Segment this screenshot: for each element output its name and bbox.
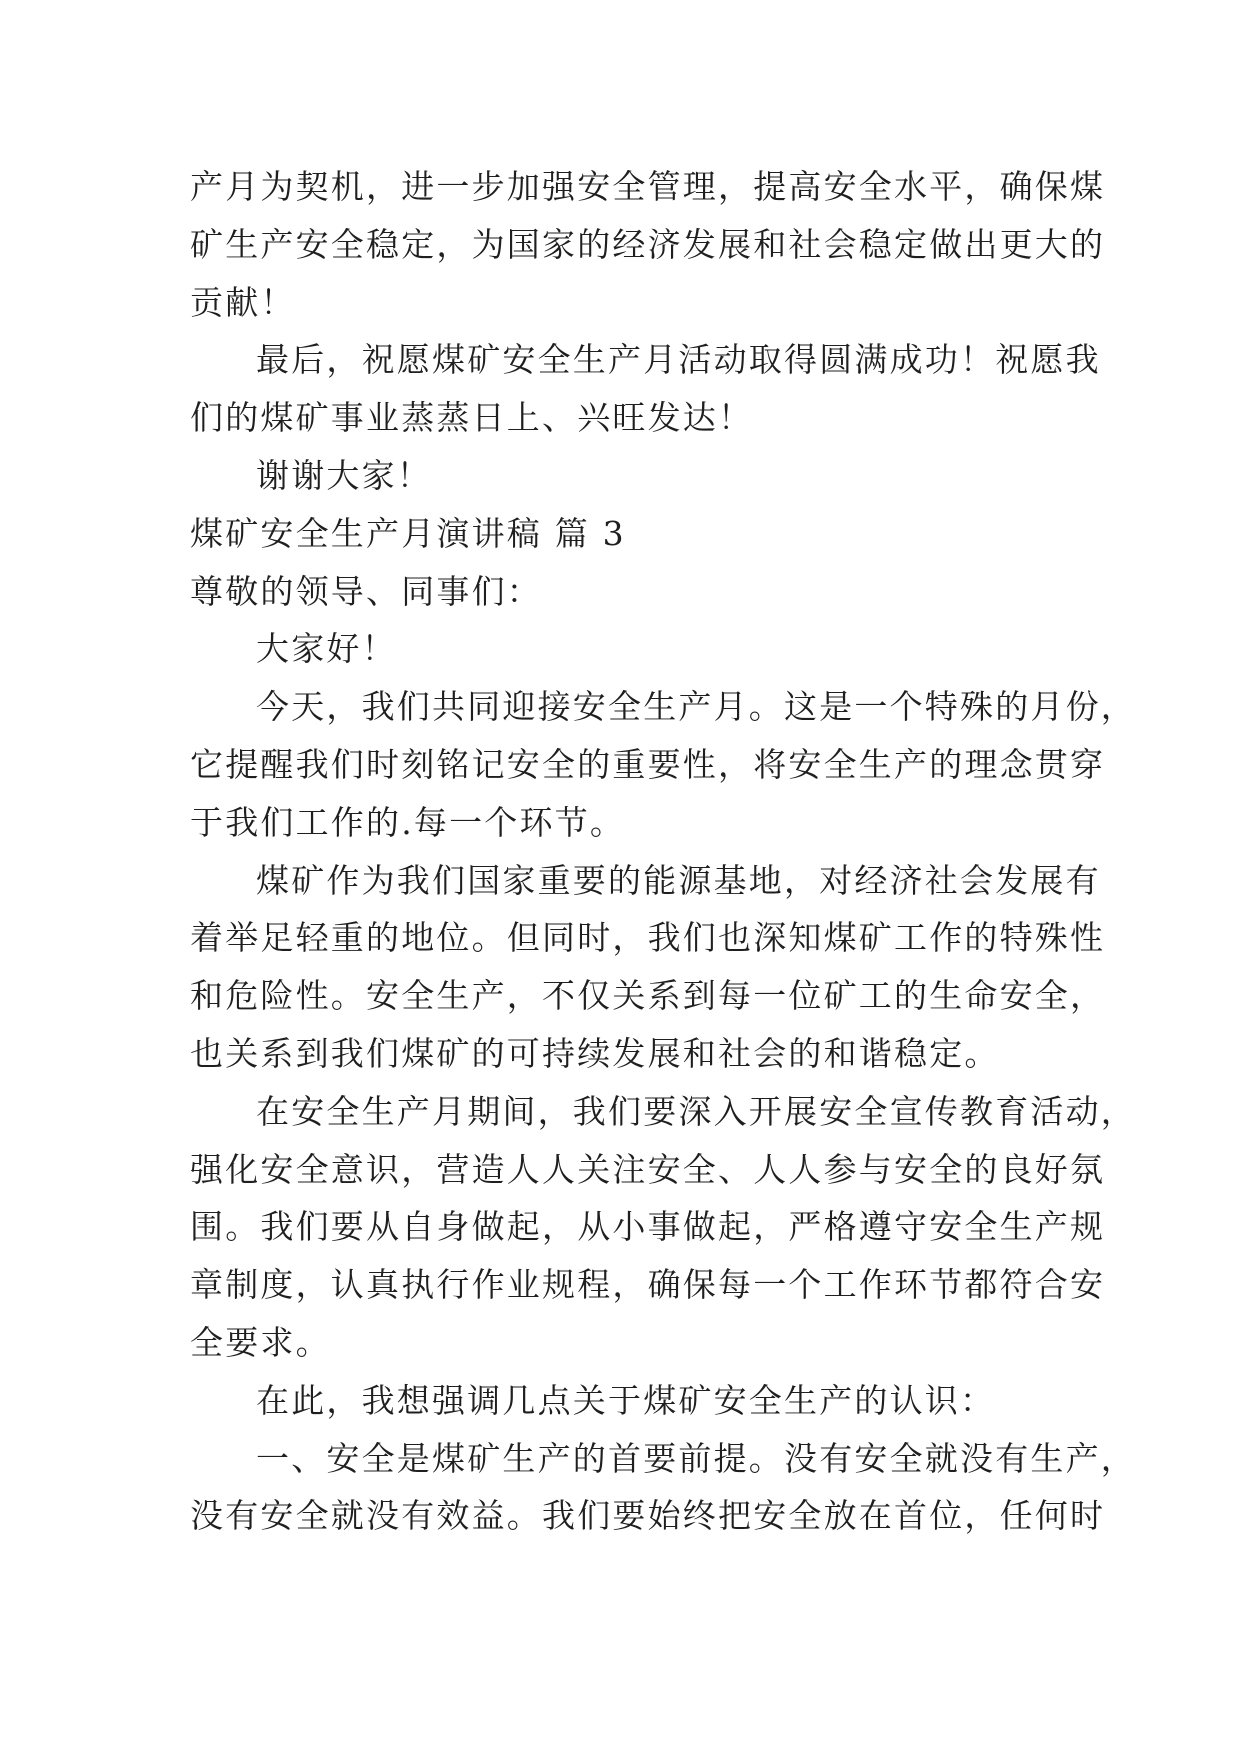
text-line: 强化安全意识，营造人人关注安全、人人参与安全的良好氛 [190,1149,1106,1189]
text-line: 和危险性。安全生产，不仅关系到每一位矿工的生命安全， [190,976,1106,1016]
text-line: 今天，我们共同迎接安全生产月。这是一个特殊的月份， [256,687,1136,727]
text-line: 一、安全是煤矿生产的首要前提。没有安全就没有生产， [256,1438,1136,1478]
text-line: 产月为契机，进一步加强安全管理，提高安全水平，确保煤 [190,167,1106,206]
text-line: 矿生产安全稳定，为国家的经济发展和社会稳定做出更大的 [190,224,1106,264]
text-line: 贡献！ [190,282,296,322]
text-line: 章制度，认真执行作业规程，确保每一个工作环节都符合安 [190,1265,1106,1305]
text-line: 在安全生产月期间，我们要深入开展安全宣传教育活动， [256,1091,1136,1131]
text-line: 谢谢大家！ [256,455,432,495]
text-line: 也关系到我们煤矿的可持续发展和社会的和谐稳定。 [190,1033,1000,1073]
text-line: 全要求。 [190,1322,331,1362]
salutation: 尊敬的领导、同事们： [190,571,542,611]
text-line: 着举足轻重的地位。但同时，我们也深知煤矿工作的特殊性 [190,918,1106,958]
text-line: 于我们工作的.每一个环节。 [190,802,626,842]
text-line: 们的煤矿事业蒸蒸日上、兴旺发达！ [190,398,754,438]
section-heading: 煤矿安全生产月演讲稿 篇 3 [190,513,626,553]
text-line: 在此，我想强调几点关于煤矿安全生产的认识： [256,1380,996,1420]
document-body [190,158,1136,1545]
text-line: 没有安全就没有效益。我们要始终把安全放在首位，任何时 [190,1496,1106,1536]
text-line: 最后，祝愿煤矿安全生产月活动取得圆满成功！祝愿我 [256,340,1101,380]
greeting: 大家好！ [256,629,397,669]
text-line: 煤矿作为我们国家重要的能源基地，对经济社会发展有 [256,860,1101,900]
text-line: 它提醒我们时刻铭记安全的重要性，将安全生产的理念贯穿 [190,744,1106,784]
text-line: 围。我们要从自身做起，从小事做起，严格遵守安全生产规 [190,1207,1106,1247]
